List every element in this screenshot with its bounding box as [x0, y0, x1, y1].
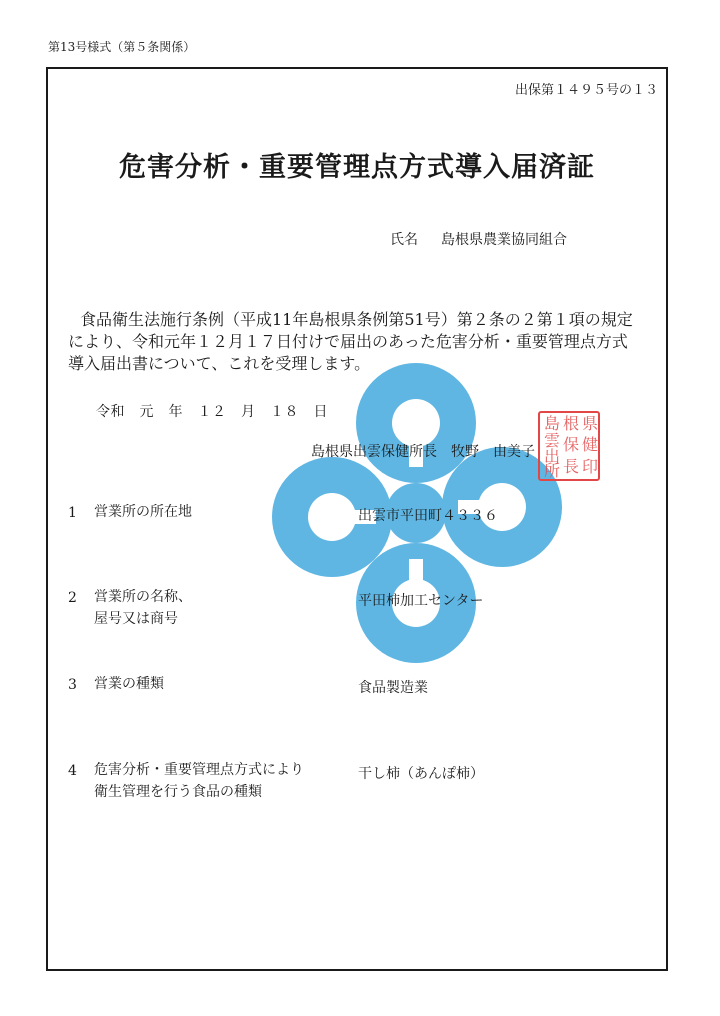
certificate-title: 危害分析・重要管理点方式導入届済証 [119, 152, 595, 183]
item-label-line: 屋号又は商号 [94, 611, 178, 627]
seal-char: 雲 [544, 431, 561, 450]
certificate-frame [46, 67, 668, 971]
seal-char: 県 [582, 414, 599, 433]
item-label-line: 営業の種類 [94, 676, 164, 692]
item-number: 3 [68, 677, 77, 693]
seal-char: 根 [563, 414, 580, 433]
item-label-line: 営業所の名称、 [94, 589, 192, 605]
item-label [94, 673, 164, 695]
item-value: 食品製造業 [358, 680, 428, 696]
seal-char: 印 [582, 457, 599, 476]
seal-char: 健 [582, 435, 599, 454]
seal-char: 所 [544, 461, 561, 480]
issuer-name: 島根県出雲保健所長 牧野 由美子 [311, 444, 535, 460]
body-text [68, 309, 658, 375]
item-label [94, 501, 192, 523]
body-line: 導入届出書について、これを受理します。 [68, 354, 371, 373]
item-value: 出雲市平田町４３３６ [358, 508, 498, 524]
item-label [94, 759, 304, 803]
item-number: 2 [68, 590, 77, 606]
seal-char: 島 [544, 414, 561, 433]
seal-char: 保 [563, 435, 580, 454]
form-label: 第13号様式（第５条関係） [48, 40, 196, 54]
seal-char: 出 [544, 447, 561, 466]
body-line: により、令和元年１２月１７日付けで届出のあった危害分析・重要管理点方式 [68, 332, 628, 351]
official-seal-icon [538, 411, 600, 481]
item-label-line: 衛生管理を行う食品の種類 [94, 784, 262, 800]
item-number: 1 [68, 505, 77, 521]
item-value: 平田柿加工センター [358, 593, 484, 609]
item-number: 4 [68, 763, 77, 779]
item-value: 干し柿（あんぽ柿） [358, 766, 484, 782]
item-label [94, 586, 192, 630]
recipient-name: 島根県農業協同組合 [441, 232, 567, 248]
body-line: 食品衛生法施行条例（平成11年島根県条例第51号）第２条の２第１項の規定 [80, 310, 633, 329]
item-label-line: 危害分析・重要管理点方式により [94, 762, 304, 778]
recipient-label: 氏名 [390, 232, 418, 248]
seal-char: 長 [563, 457, 580, 476]
certificate-number: 出保第１４９５号の１３ [514, 83, 658, 98]
item-label-line: 営業所の所在地 [94, 504, 192, 520]
issue-date: 令和 元 年 １２ 月 １８ 日 [96, 404, 328, 420]
